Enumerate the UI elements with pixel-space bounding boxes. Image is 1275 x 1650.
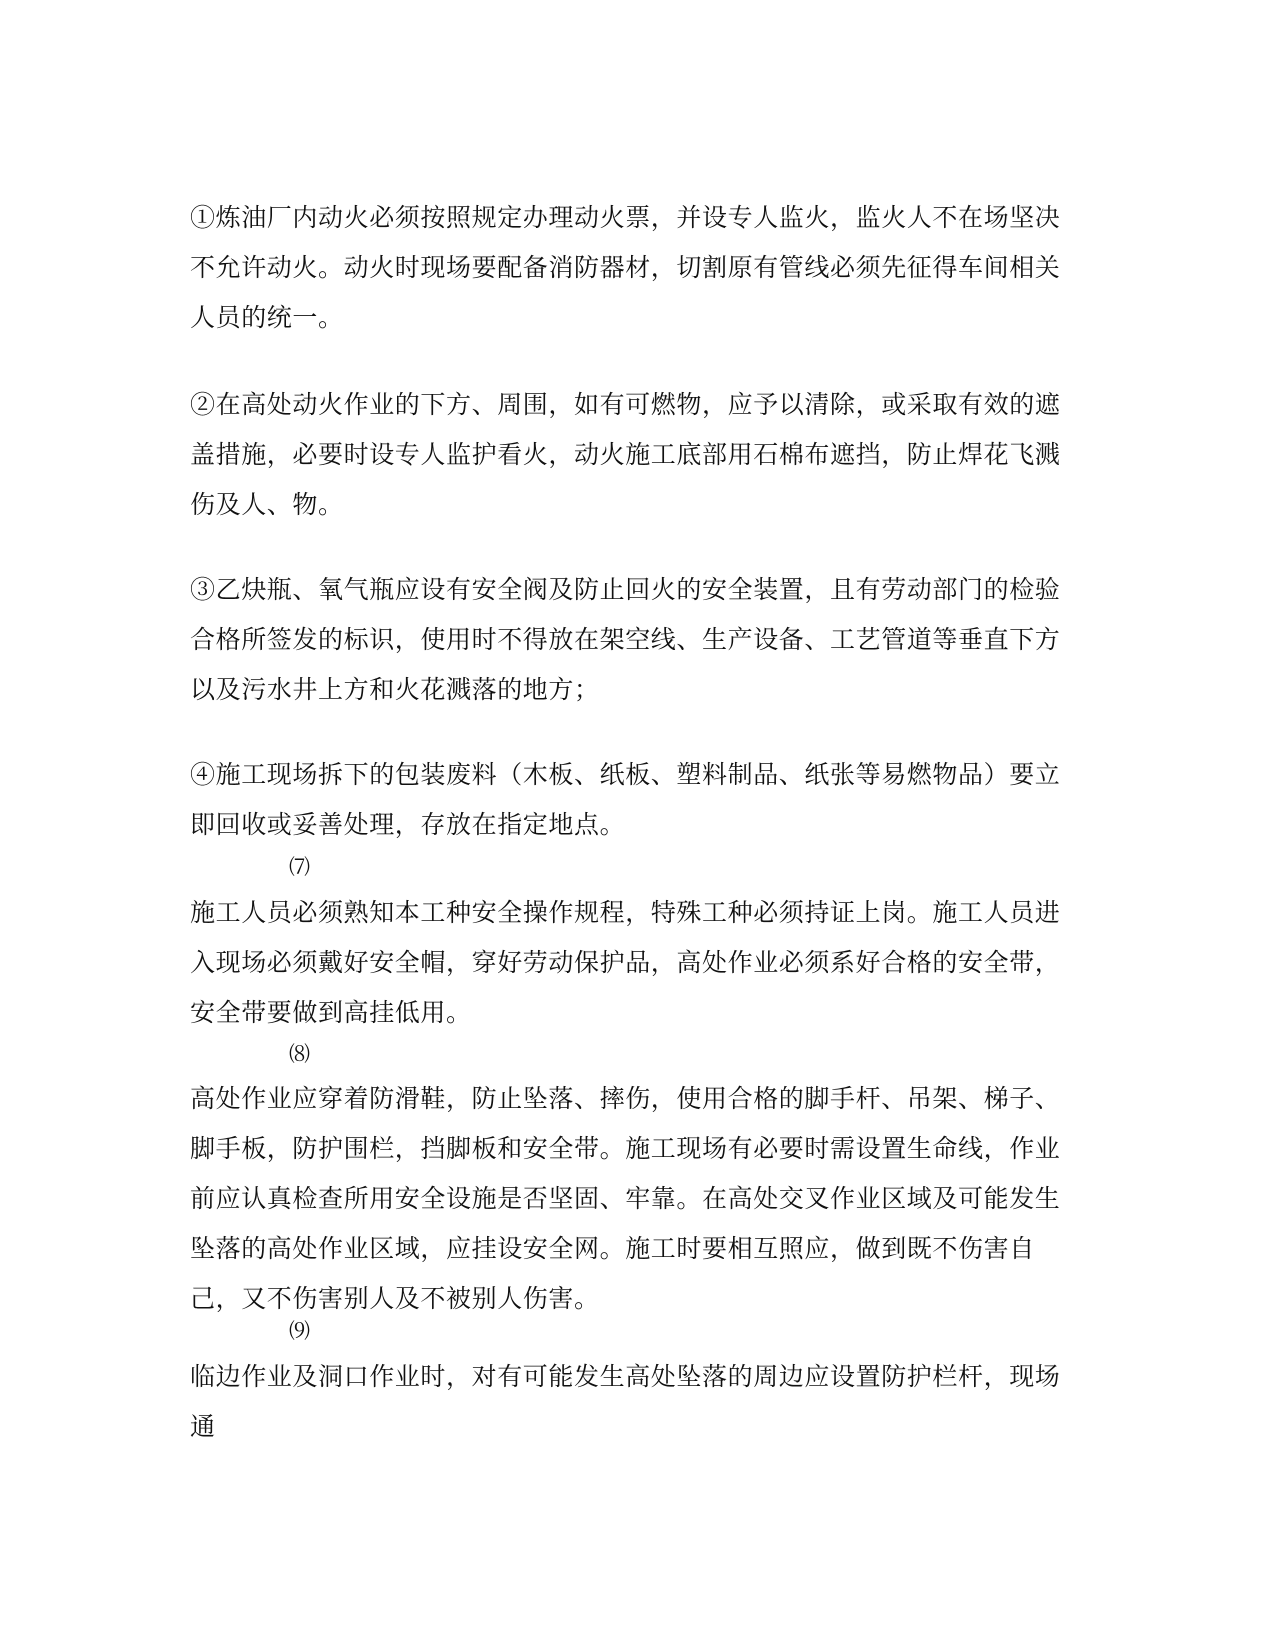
item-number-7: ⑺	[289, 855, 310, 879]
paragraph-high-altitude-fire: ②在高处动火作业的下方、周围，如有可燃物，应予以清除，或采取有效的遮盖措施，必要时设专人监护看火，动火施工底部用石棉布遮挡，防止焊花飞溅伤及人、物。	[190, 390, 1061, 519]
paragraph-gas-cylinders: ③乙炔瓶、氧气瓶应设有安全阀及防止回火的安全装置，且有劳动部门的检验合格所签发的标识，使用时不得放在架空线、生产设备、工艺管道等垂直下方以及污水井上方和火花溅落的地方；	[190, 575, 1061, 704]
paragraph-high-altitude-work: 高处作业应穿着防滑鞋，防止坠落、摔伤，使用合格的脚手杆、吊架、梯子、脚手板，防护围栏，挡脚板和安全带。施工现场有必要时需设置生命线，作业前应认真检查所用安全设施是否坚固、牢靠。在高处交叉作业区域及可能发生坠落的高处作业区域，应挂设安全网。施工时要相互照应，做到既不伤害自己，又不伤害别人及不被别人伤害。	[190, 1084, 1061, 1313]
paragraph-fire-permit: ①炼油厂内动火必须按照规定办理动火票，并设专人监火，监火人不在场坚决不允许动火。动火时现场要配备消防器材，切割原有管线必须先征得车间相关人员的统一。	[190, 203, 1061, 332]
item-number-8: ⑻	[289, 1042, 310, 1066]
item-number-9: ⑼	[289, 1319, 310, 1343]
paragraph-waste-packaging: ④施工现场拆下的包装废料（木板、纸板、塑料制品、纸张等易燃物品）要立即回收或妥善处理，存放在指定地点。	[190, 760, 1061, 839]
paragraph-operator-rules: 施工人员必须熟知本工种安全操作规程，特殊工种必须持证上岗。施工人员进入现场必须戴好安全帽，穿好劳动保护品，高处作业必须系好合格的安全带，安全带要做到高挂低用。	[190, 898, 1061, 1027]
paragraph-edge-work: 临边作业及洞口作业时，对有可能发生高处坠落的周边应设置防护栏杆，现场通	[190, 1362, 1061, 1441]
